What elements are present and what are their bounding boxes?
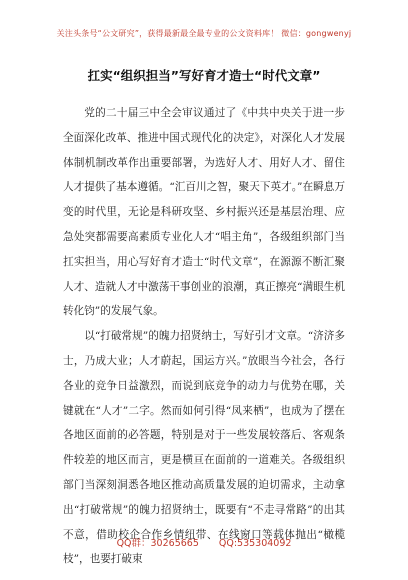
paragraph: 以“打破常规”的魄力招贤纳士，写好引才文章。“济济多士，乃成大业；人才蔚起，国运方兴。”放眼当今社会，各行各业的竞争日益激烈，而说到底竞争的动力与优势在哪，关键就在“人才”二字。然而如何引得“凤来栖”，也成为了摆在各地区面前的必答题，特别是对于一些发展较落后、客观条件较差的地区而言，更是横亘在面前的一道难关。各级组织部门当深刻洞悉各地区推动高质量发展的迫切需求，主动拿出“打破常规”的魄力招贤纳士，既要有“不走寻常路”的出其不意，借助校企合作乡情纽带、在线窗口等载体抛出“橄榄枝”，也要打破束 bbox=[63, 330, 345, 566]
footer-contact bbox=[0, 535, 408, 549]
page-title: 扛实“组织担当”写好育才造士“时代文章” bbox=[87, 68, 321, 83]
article-body bbox=[63, 101, 345, 572]
footer-qq-group: QQ群：30265665 bbox=[116, 538, 199, 549]
paragraph: 党的二十届三中全会审议通过了《中共中央关于进一步全面深化改革、推进中国式现代化的决定》，对深化人才发展体制机制改革作出重要部署，为选好人才、用好人才、留住人才提供了基本遵循。“汇百川之智，聚天下英才。”在瞬息万变的时代里，无论是科研攻坚、乡村振兴还是基层治理、应急处突都需要高素质专业化人才“唱主角”，各级组织部门当扛实担当，用心写好育才造士“时代文章”，在源源不断汇聚人才、造就人才中激荡干事创业的浪潮，真正擦亮“满眼生机转化钧”的发展气象。 bbox=[63, 107, 345, 318]
footer-qq-number: QQ:535304092 bbox=[218, 538, 292, 549]
header-watermark-note: 关注头条号“公文研究”，获得最新最全最专业的公文资料库！ 微信：gongwenyj bbox=[56, 29, 352, 38]
